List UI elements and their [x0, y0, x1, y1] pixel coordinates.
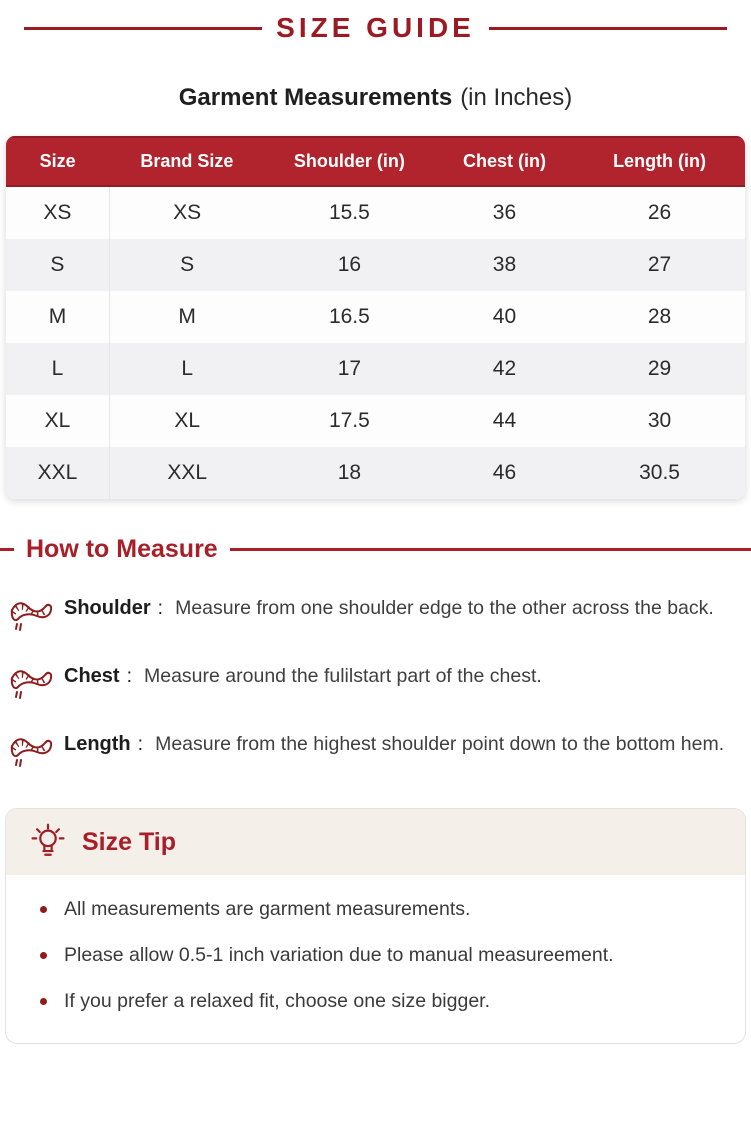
table-row [6, 291, 745, 343]
table-cell: 26 [575, 187, 745, 239]
table-cell: 27 [575, 239, 745, 291]
size-table [6, 136, 745, 499]
measure-description: Measure from the highest shoulder point down to the bottom hem. [155, 733, 725, 755]
measuring-tape-icon [8, 663, 54, 708]
measure-description: Measure around the fulilstart part of the chest. [144, 665, 542, 687]
tip-bullet [40, 987, 721, 1015]
bullet-dot-icon [40, 998, 47, 1005]
page-title: SIZE GUIDE [276, 12, 475, 43]
col-header-size: Size [6, 136, 109, 187]
tip-text: Please allow 0.5-1 inch variation due to manual measureement. [64, 944, 614, 966]
measure-label-group [64, 730, 143, 759]
table-cell: 40 [434, 291, 574, 343]
table-cell: M [109, 291, 264, 343]
table-cell: 29 [575, 343, 745, 395]
table-cell: 42 [434, 343, 574, 395]
table-cell: XL [109, 395, 264, 447]
table-cell: 16 [264, 239, 434, 291]
table-cell: 16.5 [264, 291, 434, 343]
title-divider-right [489, 27, 727, 30]
table-cell: S [6, 239, 109, 291]
table-header-row [6, 136, 745, 187]
size-tip-body [6, 875, 745, 1043]
measure-item-chest [0, 662, 751, 708]
measure-label: Chest [64, 665, 120, 687]
measure-label-group [64, 662, 132, 691]
tip-text: If you prefer a relaxed fit, choose one size bigger. [64, 990, 491, 1012]
col-header-shoulder: Shoulder (in) [264, 136, 434, 187]
table-cell: L [109, 343, 264, 395]
measure-description: Measure from one shoulder edge to the other across the back. [175, 597, 714, 619]
heading-divider-left [0, 548, 14, 551]
table-cell: 44 [434, 395, 574, 447]
measure-label: Length [64, 733, 131, 755]
table-row [6, 395, 745, 447]
measure-colon: : [126, 665, 132, 687]
size-tip-card [5, 808, 746, 1044]
lightbulb-icon [28, 822, 68, 862]
table-cell: 17 [264, 343, 434, 395]
measuring-tape-icon [8, 595, 54, 640]
bullet-dot-icon [40, 952, 47, 959]
how-to-measure-heading-row [0, 535, 751, 564]
table-cell: 36 [434, 187, 574, 239]
measure-item-length [0, 730, 751, 776]
table-cell: 18 [264, 447, 434, 499]
measure-colon: : [157, 597, 164, 619]
table-cell: M [6, 291, 109, 343]
tip-text: All measurements are garment measurements. [64, 898, 471, 920]
page-title-row [0, 0, 751, 44]
size-tip-header [6, 809, 745, 875]
table-cell: 30 [575, 395, 745, 447]
col-header-length: Length (in) [575, 136, 745, 187]
size-table-card [6, 136, 745, 499]
table-row [6, 343, 745, 395]
measure-colon: : [137, 733, 144, 755]
size-tip-title: Size Tip [82, 827, 177, 856]
bullet-dot-icon [40, 906, 47, 913]
table-cell: S [109, 239, 264, 291]
table-cell: XS [6, 187, 109, 239]
table-cell: 30.5 [575, 447, 745, 499]
table-cell: XXL [109, 447, 264, 499]
table-subtitle [0, 84, 751, 112]
measure-label-group [64, 594, 163, 623]
col-header-chest: Chest (in) [434, 136, 574, 187]
col-header-brand-size: Brand Size [109, 136, 264, 187]
table-cell: XXL [6, 447, 109, 499]
table-row [6, 239, 745, 291]
table-cell: 38 [434, 239, 574, 291]
table-cell: XS [109, 187, 264, 239]
measuring-tape-icon [8, 731, 54, 776]
subtitle-bold: Garment Measurements [178, 84, 453, 111]
heading-divider-right [230, 548, 751, 551]
tip-bullet [40, 941, 721, 969]
table-cell: 28 [575, 291, 745, 343]
table-cell: L [6, 343, 109, 395]
table-cell: 17.5 [264, 395, 434, 447]
title-divider-left [24, 27, 262, 30]
how-to-measure-heading: How to Measure [26, 535, 218, 563]
measure-label: Shoulder [64, 597, 151, 619]
table-row [6, 187, 745, 239]
tip-bullet [40, 895, 721, 923]
table-cell: 15.5 [264, 187, 434, 239]
table-cell: XL [6, 395, 109, 447]
table-row [6, 447, 745, 499]
measure-item-shoulder [0, 594, 751, 640]
table-cell: 46 [434, 447, 574, 499]
subtitle-units: (in Inches) [460, 84, 573, 111]
